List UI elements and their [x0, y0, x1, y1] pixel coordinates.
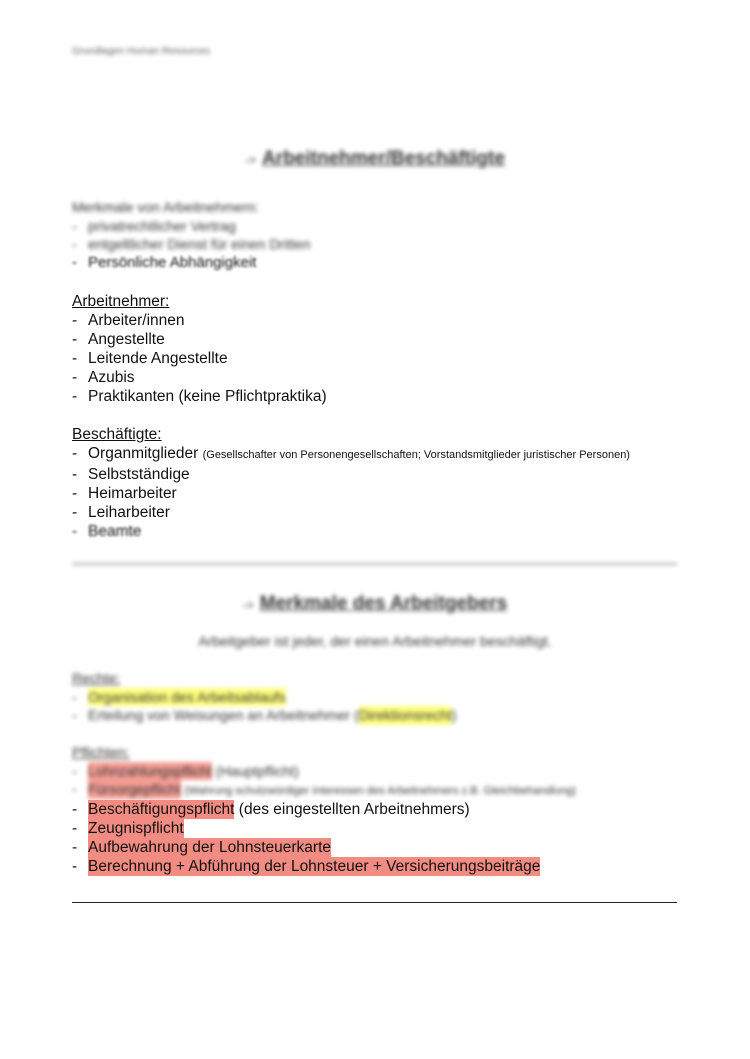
- list-item: - Aufbewahrung der Lohnsteuerkarte: [72, 839, 331, 856]
- list-item: - Beschäftigungspflicht (des eingestellten Arbeitnehmers): [72, 801, 470, 818]
- pflichten-heading: Pflichten:: [72, 744, 130, 760]
- list-item: - Azubis: [72, 369, 135, 386]
- list-item: - Praktikanten (keine Pflichtpraktika): [72, 388, 327, 405]
- list-item: - Organmitglieder (Gesellschafter von Personengesellschaften; Vorstandsmitglieder juristischer Personen): [72, 444, 682, 465]
- section-divider: [72, 563, 677, 565]
- arrow-icon: ->: [242, 598, 254, 612]
- arbeitnehmer-heading: Arbeitnehmer:: [72, 293, 170, 310]
- list-item: - Erteilung von Weisungen an Arbeitnehmer ( Direktionsrecht ): [72, 707, 457, 723]
- merkmale-arbeitnehmer-list: [72, 198, 682, 272]
- list-item: - Selbstständige: [72, 466, 190, 483]
- section-title-text: Arbeitnehmer/Beschäftigte: [262, 148, 505, 169]
- list-item: - Fürsorgepflicht (Wahrung schutzwürdiger Interessen des Arbeitnehmers z.B. Gleichbehandlung): [72, 781, 577, 797]
- merkmale-heading: Merkmale von Arbeitnehmern:: [72, 199, 259, 215]
- list-item: - Leitende Angestellte: [72, 350, 228, 367]
- page-header: Grundlagen Human Resources: [72, 46, 210, 57]
- section-title-arbeitgeber: [0, 593, 750, 615]
- organmitglieder-note: (Gesellschafter von Personengesellschaften; Vorstandsmitglieder juristischer Personen): [202, 449, 630, 461]
- beschaeftigte-heading: Beschäftigte:: [72, 426, 162, 443]
- list-item: - Berechnung + Abführung der Lohnsteuer + Versicherungsbeiträge: [72, 858, 541, 875]
- list-item: - entgeltlicher Dienst für einen Dritten: [72, 236, 311, 252]
- arbeitgeber-definition: Arbeitgeber ist jeder, der einen Arbeitnehmer beschäftigt.: [198, 633, 552, 649]
- list-item: - Angestellte: [72, 331, 165, 348]
- arbeitnehmer-list: [72, 292, 682, 406]
- list-item: - Lohnzahlungspflicht (Hauptpflicht): [72, 762, 299, 779]
- list-item: - Organisation des Arbeitsablaufs: [72, 688, 286, 705]
- section-title-arbeitnehmer: [0, 148, 750, 170]
- list-item: - privatrechtlicher Vertrag: [72, 217, 236, 234]
- pflichten-list-blurred: [72, 743, 682, 801]
- bottom-rule: [72, 902, 677, 903]
- rechte-heading: Rechte:: [72, 670, 121, 686]
- list-item: - Persönliche Abhängigkeit: [72, 253, 257, 271]
- list-item: - Heimarbeiter: [72, 485, 177, 502]
- list-item: - Leiharbeiter: [72, 504, 170, 521]
- section-title-text: Merkmale des Arbeitgebers: [259, 593, 508, 614]
- rechte-list: [72, 669, 682, 725]
- list-item: - Zeugnispflicht: [72, 820, 184, 837]
- list-item: - Beamte: [72, 523, 142, 540]
- arrow-icon: ->: [245, 153, 257, 167]
- beschaeftigte-list: [72, 425, 682, 541]
- pflichten-list: [72, 800, 682, 876]
- list-item: - Arbeiter/innen: [72, 312, 185, 329]
